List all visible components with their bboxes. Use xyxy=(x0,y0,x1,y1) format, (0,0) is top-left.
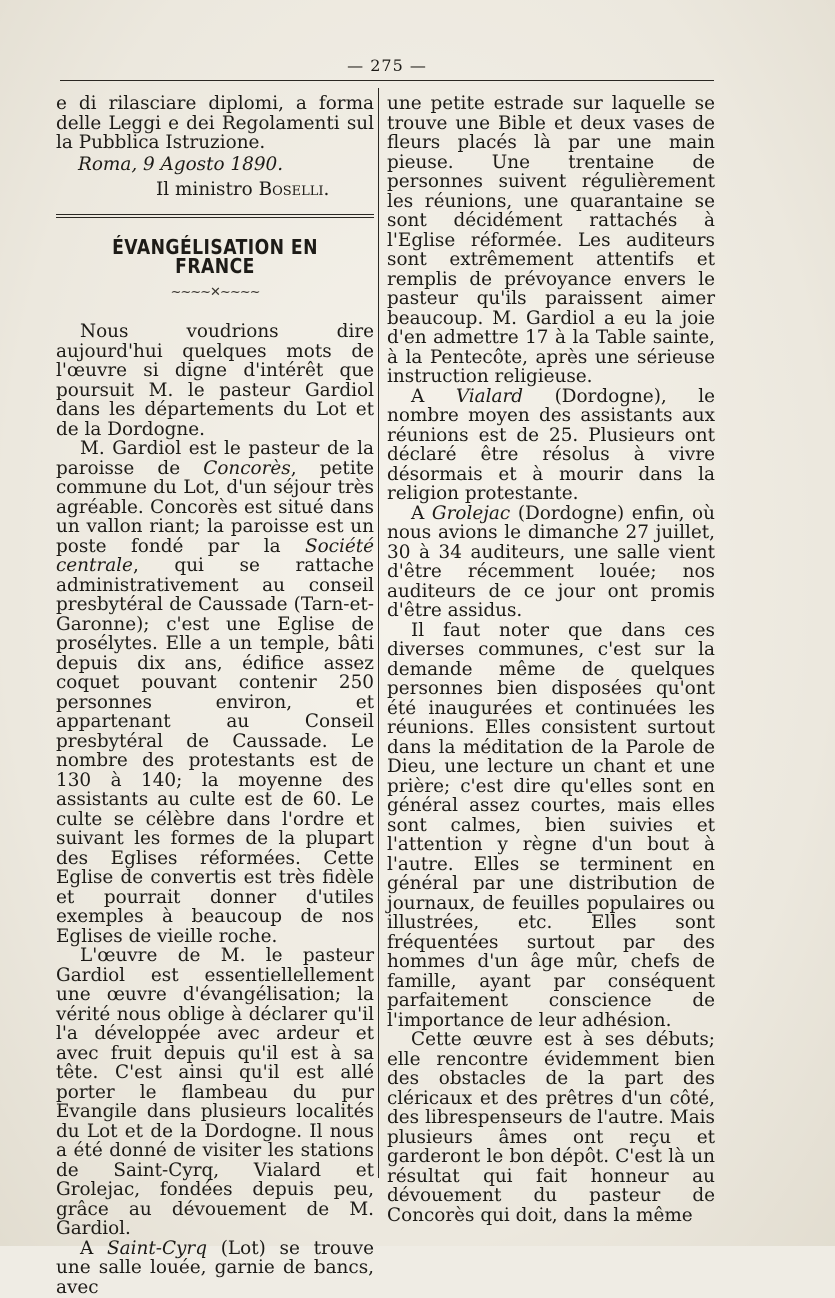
p2-text-end: , qui se rattache administrativement au conseil presbytéral de Caussade (Tarn-et-Garonne); c'est une Eglise de prosélytes. Elle a un temple, bâti depuis dix ans, édifice assez coquet pouvant contenir 250 personnes environ, et appartenant au Conseil presbytéral de Caussade. Le nombre des protestants est de 130 à 140; la moyenne des assistants au culte est de 60. Le culte se célèbre dans l'ordre et suivant les formes de la plupart des Eglises réformées. Cette Eglise de convertis est très fidèle et pourrait donner d'utiles exemples à beaucoup de nos Eglises de vieille roche. xyxy=(56,555,374,947)
header-rule xyxy=(60,80,714,81)
paragraph-2 xyxy=(56,439,374,946)
right-paragraph-5: Cette œuvre est à ses débuts; elle rencontre évidemment bien des obstacles de la part des cléricaux et des prêtres d'un côté, des librespenseurs de l'autre. Mais plusieurs âmes ont reçu et garderont le bon dépôt. C'est là un résultat qui fait honneur au dévouement du pasteur de Concorès qui doit, dans la même xyxy=(387,1029,715,1226)
place-vialard: Vialard xyxy=(455,385,524,407)
page-number: — 275 — xyxy=(347,56,427,75)
paragraph-1: Nous voudrions dire aujourd'hui quelques mots de l'œuvre si digne d'intérêt que poursuit M. le pasteur Gardiol dans les départements du Lot et de la Dordogne. xyxy=(56,321,374,440)
societe-centrale: Société centrale xyxy=(56,535,374,576)
left-column xyxy=(56,94,374,1297)
right-paragraph-4: Il faut noter que dans ces diverses communes, c'est sur la demande même de quelques personnes bien disposées qu'ont été inaugurées et continuées les réunions. Elles consistent surtout dans la méditation de la Parole de Dieu, une lecture un chant et une prière; c'est dire qu'elles sont en général assez courtes, mais elles sont calmes, bien suivies et l'attention y règne d'un bout à l'autre. Elles se terminent en général par une distribution de journaux, de feuilles populaires ou illustrées, etc. Elles sont fréquentées surtout par des hommes d'un âge mûr, chefs de famille, ayant par conséquent parfaitement conscience de l'importance de leur adhésion. xyxy=(387,619,715,1031)
place-saint-cyrq: Saint-Cyrq xyxy=(107,1237,207,1259)
right-column xyxy=(387,94,715,1225)
signature-name: Boselli. xyxy=(258,179,330,200)
article-title: ÉVANGÉLISATION EN FRANCE xyxy=(112,234,318,278)
right-paragraph-2 xyxy=(387,387,715,504)
paragraph-4 xyxy=(56,1239,374,1298)
rp3-text-end: (Dordogne) enfin, où nous avions le dimanche 27 juillet, 30 à 34 auditeurs, une salle vient d'être récemment louée; nos auditeurs de ce jour ont promis d'être assidus. xyxy=(387,502,715,621)
paragraph-3: L'œuvre de M. le pasteur Gardiol est essentiellellement une œuvre d'évangélisation; la vérité nous oblige à déclarer qu'il l'a développée avec ardeur et avec fruit depuis qu'il est à sa tête. C'est ainsi qu'il est allé porter le flambeau du pur Evangile dans plusieurs localités du Lot et de la Dordogne. Il nous a été donné de visiter les stations de Saint-Cyrq, Vialard et Grolejac, fondées depuis peu, grâce au dévouement de M. Gardiol. xyxy=(56,945,374,1239)
rp2-text-end: (Dordogne), le nombre moyen des assistants aux réunions est de 25. Plusieurs ont déclaré être résolus à vivre désormais et à mourir dans la religion protestante. xyxy=(387,385,715,504)
right-paragraph-3 xyxy=(387,504,715,621)
p2-text-mid: , petite commune du Lot, d'un séjour très agréable. Concorès est situé dans un vallon riant; la paroisse est un poste fondé par la xyxy=(56,457,374,557)
section-double-rule xyxy=(56,214,374,218)
right-paragraph-1: une petite estrade sur laquelle se trouve une Bible et deux vases de fleurs placés là par une main pieuse. Une trentaine de personnes suivent régulièrement les réunions, une quarantaine se sont décidément rattachés à l'Eglise réformée. Les auditeurs sont extrêmement attentifs et remplis de prévoyance envers le pasteur qu'ils paraissent aimer beaucoup. M. Gardiol a eu la joie d'en admettre 17 à la Table sainte, à la Pentecôte, après une sérieuse instruction religieuse. xyxy=(387,93,715,387)
place-grolejac: Grolejac xyxy=(431,502,511,524)
p4-text-start: A xyxy=(80,1237,94,1259)
title-ornament: ~~~~✕~~~~ xyxy=(170,284,260,300)
place-concores: Concorès xyxy=(203,457,291,479)
p4-text-end: (Lot) se trouve une salle louée, garnie de bancs, avec xyxy=(56,1237,374,1298)
rp2-text-start: A xyxy=(411,385,425,407)
intro-paragraph: e di rilasciare diplomi, a forma delle Leggi e dei Regolamenti sul la Pubblica Istruzione. xyxy=(56,93,374,153)
rp3-text-start: A xyxy=(411,502,425,524)
signature-prefix: Il ministro xyxy=(156,179,253,200)
signature-line xyxy=(56,180,374,200)
p2-text-start: M. Gardiol est le pasteur de la paroisse de xyxy=(56,438,374,479)
column-divider xyxy=(378,88,379,1178)
date-line: Roma, 9 Agosto 1890. xyxy=(78,153,284,175)
